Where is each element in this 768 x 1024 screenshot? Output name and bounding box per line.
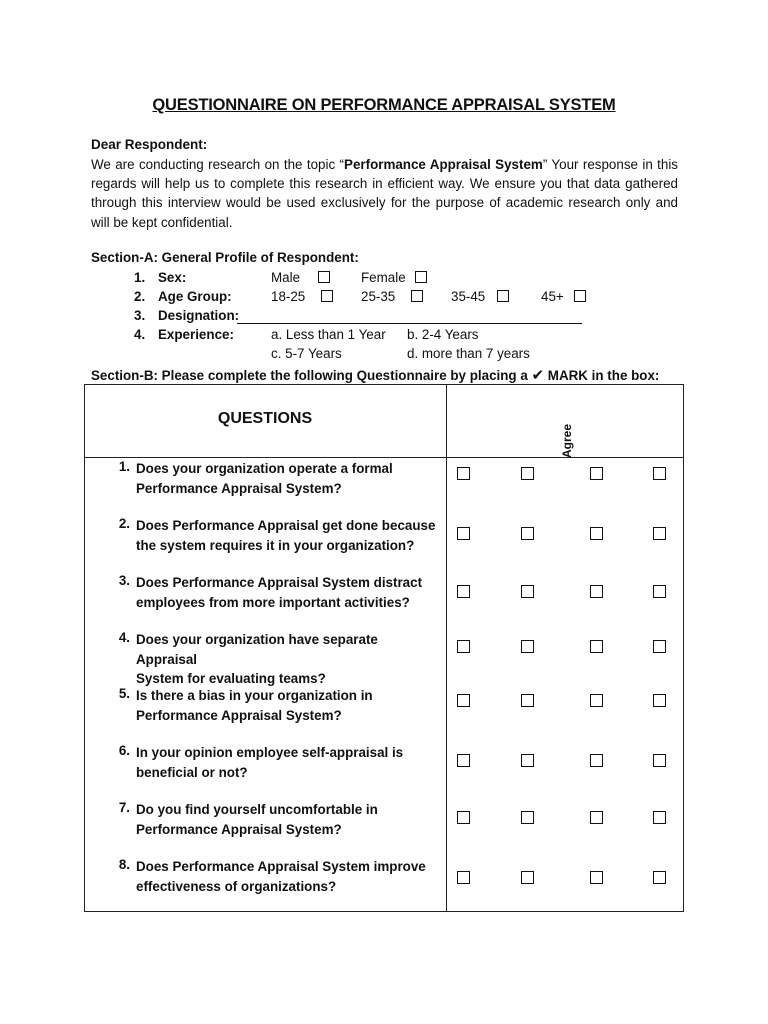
experience-option-d: d. more than 7 years: [407, 346, 530, 361]
question-text: [136, 857, 441, 896]
question-line-2: employees from more important activities?: [136, 594, 410, 610]
intro-paragraph: [91, 155, 678, 232]
table-column-divider: [446, 384, 447, 912]
question-number: 2.: [118, 516, 130, 531]
age-option-35-45-label: 35-45: [451, 289, 486, 304]
sex-num: 1.: [134, 270, 146, 285]
designation-num: 3.: [134, 308, 146, 323]
question-line-2: Performance Appraisal System?: [136, 480, 342, 496]
section-b-heading: [91, 366, 659, 384]
question-text: [136, 630, 441, 689]
question-text: [136, 573, 441, 612]
answer-checkbox-q2-col2[interactable]: [521, 527, 534, 540]
answer-checkbox-q7-col1[interactable]: [457, 811, 470, 824]
age-num: 2.: [134, 289, 146, 304]
answer-checkbox-q6-col2[interactable]: [521, 754, 534, 767]
intro-part1: We are conducting research on the topic “: [91, 157, 345, 172]
question-number: 6.: [118, 743, 130, 758]
sex-option-male-label: Male: [271, 270, 301, 285]
greeting: Dear Respondent:: [91, 137, 208, 152]
page-title: QUESTIONNAIRE ON PERFORMANCE APPRAISAL SYSTEM: [152, 96, 616, 114]
answer-checkbox-q1-col1[interactable]: [457, 467, 470, 480]
agree-column-header-text: Agree: [560, 424, 574, 459]
section-b-heading-part2: MARK in the box:: [544, 368, 660, 383]
question-line-1: Does Performance Appraisal System improve: [136, 859, 426, 874]
answer-checkbox-q2-col3[interactable]: [590, 527, 603, 540]
sex-label: Sex:: [158, 270, 187, 285]
question-line-1: Does your organization operate a formal: [136, 461, 393, 476]
answer-checkbox-q5-col2[interactable]: [521, 694, 534, 707]
designation-label: Designation:: [158, 308, 240, 323]
answer-checkbox-q4-col4[interactable]: [653, 640, 666, 653]
answer-checkbox-q1-col2[interactable]: [521, 467, 534, 480]
answer-checkbox-q8-col1[interactable]: [457, 871, 470, 884]
age-label: Age Group:: [158, 289, 232, 304]
age-option-45-plus: [541, 289, 586, 304]
check-mark-icon: ✔: [531, 367, 545, 384]
answer-checkbox-q6-col4[interactable]: [653, 754, 666, 767]
questions-header: QUESTIONS: [217, 410, 313, 427]
question-line-2: beneficial or not?: [136, 764, 248, 780]
question-line-1: Does Performance Appraisal get done because: [136, 518, 436, 533]
experience-num: 4.: [134, 327, 146, 342]
intro-topic: Performance Appraisal System: [344, 157, 543, 172]
question-line-1: Do you find yourself uncomfortable in: [136, 802, 378, 817]
age-45-plus-checkbox[interactable]: [574, 290, 586, 302]
question-text: [136, 800, 441, 839]
age-35-45-checkbox[interactable]: [497, 290, 509, 302]
question-line-2: Performance Appraisal System?: [136, 707, 342, 723]
sex-male-checkbox[interactable]: [318, 271, 330, 283]
age-option-25-35-label: 25-35: [361, 289, 396, 304]
question-number: 8.: [118, 857, 130, 872]
answer-checkbox-q6-col3[interactable]: [590, 754, 603, 767]
intro-part2: ” Your response in this regards will help us to complete this research in efficient way. We ensure you that data gathered through this interview would be used exclusively for the purpose of academic research only and will be kept confidential.: [91, 157, 678, 230]
answer-checkbox-q7-col4[interactable]: [653, 811, 666, 824]
sex-option-male: [271, 270, 330, 285]
designation-input-line[interactable]: [237, 323, 582, 324]
sex-option-female-label: Female: [361, 270, 406, 285]
answer-checkbox-q2-col1[interactable]: [457, 527, 470, 540]
answer-checkbox-q3-col2[interactable]: [521, 585, 534, 598]
question-line-1: Does your organization have separate Appraisal: [136, 632, 378, 667]
experience-option-b: b. 2-4 Years: [407, 327, 479, 342]
question-text: [136, 516, 441, 555]
answer-checkbox-q8-col2[interactable]: [521, 871, 534, 884]
age-option-25-35: [361, 289, 423, 304]
answer-checkbox-q1-col3[interactable]: [590, 467, 603, 480]
table-header-divider: [84, 457, 684, 458]
answer-checkbox-q4-col3[interactable]: [590, 640, 603, 653]
question-number: 3.: [118, 573, 130, 588]
age-option-18-25: [271, 289, 333, 304]
question-line-2: effectiveness of organizations?: [136, 878, 337, 894]
answer-checkbox-q6-col1[interactable]: [457, 754, 470, 767]
experience-option-c: c. 5-7 Years: [271, 346, 342, 361]
age-option-18-25-label: 18-25: [271, 289, 306, 304]
answer-checkbox-q3-col3[interactable]: [590, 585, 603, 598]
question-line-1: Is there a bias in your organization in: [136, 688, 373, 703]
question-number: 1.: [118, 459, 130, 474]
answer-checkbox-q3-col1[interactable]: [457, 585, 470, 598]
question-text: [136, 686, 441, 725]
age-18-25-checkbox[interactable]: [321, 290, 333, 302]
question-text: [136, 743, 441, 782]
answer-checkbox-q2-col4[interactable]: [653, 527, 666, 540]
answer-checkbox-q3-col4[interactable]: [653, 585, 666, 598]
question-text: [136, 459, 441, 498]
answer-checkbox-q8-col3[interactable]: [590, 871, 603, 884]
answer-checkbox-q4-col2[interactable]: [521, 640, 534, 653]
sex-female-checkbox[interactable]: [415, 271, 427, 283]
question-line-1: In your opinion employee self-appraisal is: [136, 745, 404, 760]
question-line-1: Does Performance Appraisal System distract: [136, 575, 423, 590]
question-line-2: Performance Appraisal System?: [136, 821, 342, 837]
question-line-2: System for evaluating teams?: [136, 671, 326, 686]
answer-checkbox-q5-col3[interactable]: [590, 694, 603, 707]
age-option-35-45: [451, 289, 509, 304]
question-number: 5.: [118, 686, 130, 701]
age-option-45-plus-label: 45+: [541, 289, 564, 304]
answer-checkbox-q5-col4[interactable]: [653, 694, 666, 707]
experience-label: Experience:: [158, 327, 234, 342]
section-a-heading: Section-A: General Profile of Respondent:: [91, 250, 359, 265]
agree-column-header: [560, 424, 576, 464]
question-number: 7.: [118, 800, 130, 815]
question-line-2: the system requires it in your organization?: [136, 537, 415, 553]
experience-option-a: a. Less than 1 Year: [271, 327, 386, 342]
answer-checkbox-q5-col1[interactable]: [457, 694, 470, 707]
answer-checkbox-q7-col3[interactable]: [590, 811, 603, 824]
answer-checkbox-q4-col1[interactable]: [457, 640, 470, 653]
question-number: 4.: [118, 630, 130, 645]
sex-option-female: [361, 270, 427, 285]
answer-checkbox-q7-col2[interactable]: [521, 811, 534, 824]
section-b-heading-part1: Section-B: Please complete the following Questionnaire by placing a: [91, 368, 532, 383]
answer-checkbox-q1-col4[interactable]: [653, 467, 666, 480]
age-25-35-checkbox[interactable]: [411, 290, 423, 302]
answer-checkbox-q8-col4[interactable]: [653, 871, 666, 884]
